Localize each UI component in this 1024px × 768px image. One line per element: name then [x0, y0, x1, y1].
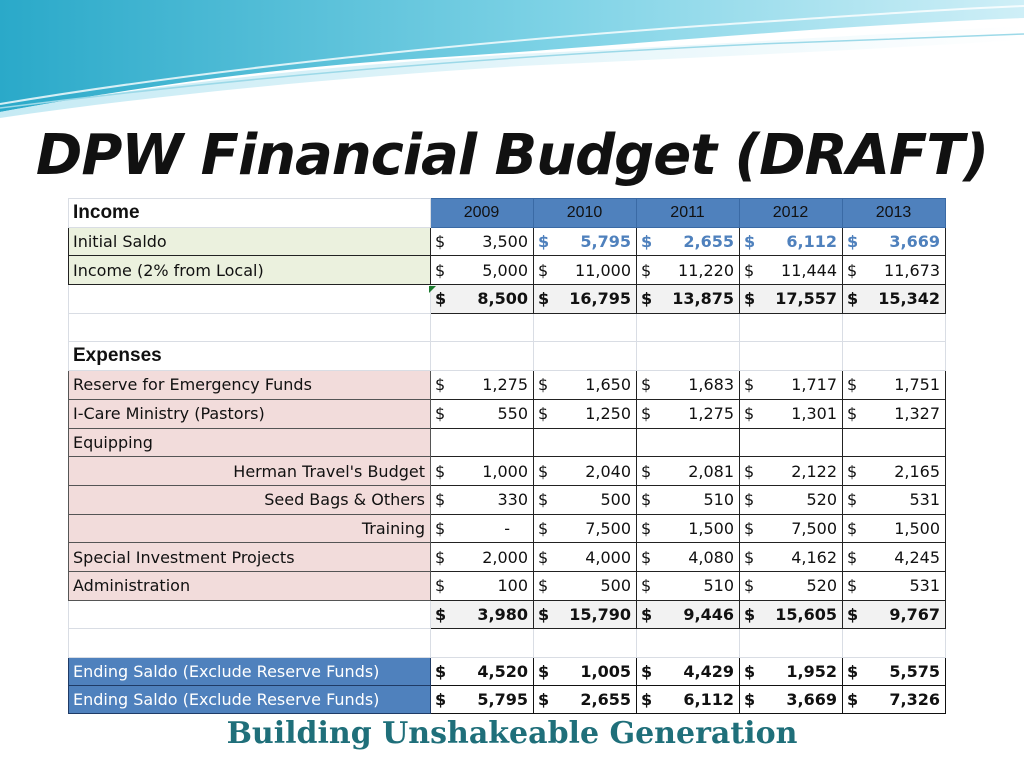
currency-symbol: $ [744, 404, 755, 424]
currency-symbol: $ [744, 518, 755, 538]
row-label: Reserve for Emergency Funds [69, 371, 431, 400]
currency-symbol: $ [744, 461, 755, 481]
amount-value: 1,275 [688, 404, 734, 424]
income-heading: Income [69, 199, 431, 228]
amount-value: 550 [497, 404, 528, 424]
amount-value: 2,000 [482, 547, 528, 567]
currency-symbol: $ [641, 404, 652, 424]
amount-value: 8,500 [477, 289, 528, 309]
amount-value: 11,444 [781, 260, 837, 280]
amount-value: 531 [909, 490, 940, 510]
spacer-row [69, 313, 946, 342]
amount-value: 520 [806, 490, 837, 510]
amount-cell [534, 514, 637, 543]
row-label: Initial Saldo [69, 227, 431, 256]
amount-value: 3,669 [786, 690, 837, 709]
amount-cell [534, 686, 637, 714]
currency-symbol: $ [744, 547, 755, 567]
amount-value: 13,875 [672, 289, 734, 309]
currency-symbol: $ [641, 461, 652, 481]
expenses-header-row [69, 342, 946, 371]
amount-value: 5,000 [482, 260, 528, 280]
amount-cell [637, 571, 740, 600]
amount-cell [431, 399, 534, 428]
currency-symbol: $ [641, 690, 653, 709]
amount-value: 1,275 [482, 375, 528, 395]
amount-value: 531 [909, 576, 940, 596]
amount-cell [534, 256, 637, 285]
total-cell [431, 285, 534, 314]
currency-symbol: $ [435, 260, 446, 280]
amount-value: 3,669 [889, 232, 940, 252]
amount-cell [431, 227, 534, 256]
currency-symbol: $ [435, 690, 447, 709]
amount-value: 4,080 [688, 547, 734, 567]
amount-cell [843, 514, 946, 543]
amount-cell [431, 457, 534, 486]
table-row [69, 399, 946, 428]
currency-symbol: $ [744, 289, 756, 309]
currency-symbol: $ [847, 518, 858, 538]
currency-symbol: $ [538, 490, 549, 510]
currency-symbol: $ [641, 260, 652, 280]
currency-symbol: $ [847, 232, 859, 252]
currency-symbol: $ [641, 289, 653, 309]
total-cell [431, 600, 534, 629]
currency-symbol: $ [847, 490, 858, 510]
amount-value: 1,301 [791, 404, 837, 424]
amount-cell [843, 371, 946, 400]
expenses-total-row [69, 600, 946, 629]
amount-value: 11,000 [575, 260, 631, 280]
amount-cell [431, 371, 534, 400]
currency-symbol: $ [847, 260, 858, 280]
amount-value: 11,220 [678, 260, 734, 280]
amount-value: 6,112 [786, 232, 837, 252]
amount-cell [740, 686, 843, 714]
table-row [69, 571, 946, 600]
amount-value: 4,429 [683, 662, 734, 681]
amount-value: 17,557 [775, 289, 837, 309]
amount-value: 3,500 [482, 232, 528, 252]
income-header-row [69, 199, 946, 228]
page-title: DPW Financial Budget (DRAFT) [35, 123, 989, 188]
currency-symbol: $ [538, 289, 550, 309]
currency-symbol: $ [744, 490, 755, 510]
amount-value: 1,005 [580, 662, 631, 681]
amount-value: 2,655 [580, 690, 631, 709]
amount-value: 2,040 [585, 461, 631, 481]
total-cell [843, 600, 946, 629]
currency-symbol: $ [847, 662, 859, 681]
amount-value: 500 [600, 490, 631, 510]
amount-cell [740, 256, 843, 285]
row-label: Special Investment Projects [69, 543, 431, 572]
currency-symbol: $ [435, 547, 446, 567]
header-wave-decoration [0, 0, 1024, 120]
cell-comment-marker [429, 286, 436, 293]
currency-symbol: $ [847, 547, 858, 567]
currency-symbol: $ [744, 604, 756, 624]
currency-symbol: $ [641, 232, 653, 252]
currency-symbol: $ [538, 461, 549, 481]
amount-value: 1,650 [585, 375, 631, 395]
amount-cell [740, 399, 843, 428]
amount-value: 510 [703, 576, 734, 596]
total-cell [534, 600, 637, 629]
table-row [69, 227, 946, 256]
amount-value: 5,795 [580, 232, 631, 252]
amount-cell [534, 399, 637, 428]
amount-value: 1,000 [482, 461, 528, 481]
currency-symbol: $ [538, 232, 550, 252]
amount-value: 6,112 [683, 690, 734, 709]
amount-cell [534, 571, 637, 600]
row-label: Ending Saldo (Exclude Reserve Funds) [69, 658, 431, 686]
amount-value: 1,500 [688, 518, 734, 538]
row-label: Training [69, 514, 431, 543]
currency-symbol: $ [847, 461, 858, 481]
income-total-row [69, 285, 946, 314]
currency-symbol: $ [435, 576, 446, 596]
currency-symbol: $ [641, 662, 653, 681]
currency-symbol: $ [847, 576, 858, 596]
currency-symbol: $ [435, 289, 447, 309]
amount-cell [740, 371, 843, 400]
table-row [69, 457, 946, 486]
amount-value: 1,327 [894, 404, 940, 424]
empty-cell [69, 285, 431, 314]
amount-cell [431, 686, 534, 714]
table-row [69, 514, 946, 543]
amount-value: 2,122 [791, 461, 837, 481]
amount-cell [534, 485, 637, 514]
table-row [69, 485, 946, 514]
amount-cell [843, 399, 946, 428]
amount-value: 15,790 [569, 604, 631, 624]
amount-cell [534, 457, 637, 486]
amount-value: 4,520 [477, 662, 528, 681]
currency-symbol: $ [435, 232, 446, 252]
amount-value: 510 [703, 490, 734, 510]
ending-row [69, 686, 946, 714]
total-cell [843, 285, 946, 314]
amount-cell [431, 485, 534, 514]
currency-symbol: $ [641, 490, 652, 510]
amount-value: 5,795 [477, 690, 528, 709]
currency-symbol: $ [435, 404, 446, 424]
amount-cell [637, 399, 740, 428]
year-header: 2009 [431, 199, 534, 228]
amount-cell [843, 256, 946, 285]
row-label: Income (2% from Local) [69, 256, 431, 285]
currency-symbol: $ [744, 576, 755, 596]
amount-value: 7,500 [585, 518, 631, 538]
amount-cell [637, 485, 740, 514]
amount-value: - [504, 518, 510, 538]
currency-symbol: $ [641, 547, 652, 567]
amount-value: 9,767 [889, 604, 940, 624]
amount-cell [637, 227, 740, 256]
amount-cell [740, 571, 843, 600]
total-cell [637, 600, 740, 629]
expenses-heading: Expenses [69, 342, 431, 371]
row-label: Equipping [69, 428, 431, 457]
amount-value: 1,717 [791, 375, 837, 395]
amount-cell [740, 457, 843, 486]
table-row [69, 428, 946, 457]
amount-value: 11,673 [884, 260, 940, 280]
total-cell [534, 285, 637, 314]
currency-symbol: $ [538, 690, 550, 709]
year-header: 2010 [534, 199, 637, 228]
amount-value: 500 [600, 576, 631, 596]
amount-cell [431, 256, 534, 285]
currency-symbol: $ [538, 547, 549, 567]
ending-row [69, 658, 946, 686]
amount-cell [637, 686, 740, 714]
amount-cell [637, 457, 740, 486]
amount-cell [740, 658, 843, 686]
currency-symbol: $ [641, 604, 653, 624]
year-header: 2011 [637, 199, 740, 228]
currency-symbol: $ [847, 690, 859, 709]
amount-cell [843, 686, 946, 714]
amount-cell [431, 543, 534, 572]
amount-value: 15,605 [775, 604, 837, 624]
row-label: Seed Bags & Others [69, 485, 431, 514]
amount-value: 1,250 [585, 404, 631, 424]
amount-value: 1,952 [786, 662, 837, 681]
currency-symbol: $ [744, 690, 756, 709]
amount-cell [637, 371, 740, 400]
amount-value: 330 [497, 490, 528, 510]
total-cell [637, 285, 740, 314]
table-row [69, 371, 946, 400]
amount-value: 16,795 [569, 289, 631, 309]
amount-cell [431, 658, 534, 686]
amount-cell [534, 658, 637, 686]
currency-symbol: $ [538, 662, 550, 681]
amount-cell [843, 457, 946, 486]
amount-cell [740, 543, 843, 572]
row-label: Administration [69, 571, 431, 600]
spacer-row [69, 629, 946, 658]
amount-value: 100 [497, 576, 528, 596]
amount-cell [637, 514, 740, 543]
currency-symbol: $ [538, 375, 549, 395]
amount-value: 7,326 [889, 690, 940, 709]
currency-symbol: $ [744, 375, 755, 395]
footer-tagline: Building Unshakeable Generation [226, 716, 798, 751]
amount-value: 1,751 [894, 375, 940, 395]
row-label: Ending Saldo (Exclude Reserve Funds) [69, 686, 431, 714]
row-label: I-Care Ministry (Pastors) [69, 399, 431, 428]
amount-value: 9,446 [683, 604, 734, 624]
currency-symbol: $ [744, 232, 756, 252]
currency-symbol: $ [744, 662, 756, 681]
amount-cell [534, 371, 637, 400]
currency-symbol: $ [435, 375, 446, 395]
amount-cell [431, 571, 534, 600]
amount-value: 4,245 [894, 547, 940, 567]
currency-symbol: $ [538, 604, 550, 624]
currency-symbol: $ [641, 576, 652, 596]
currency-symbol: $ [847, 289, 859, 309]
currency-symbol: $ [435, 662, 447, 681]
amount-cell [534, 543, 637, 572]
amount-cell [637, 543, 740, 572]
amount-cell [843, 543, 946, 572]
currency-symbol: $ [641, 518, 652, 538]
amount-value: 520 [806, 576, 837, 596]
amount-value: 7,500 [791, 518, 837, 538]
table-row [69, 543, 946, 572]
currency-symbol: $ [538, 260, 549, 280]
currency-symbol: $ [435, 604, 447, 624]
currency-symbol: $ [435, 518, 446, 538]
budget-table [68, 198, 946, 714]
amount-value: 2,081 [688, 461, 734, 481]
amount-value: 4,000 [585, 547, 631, 567]
currency-symbol: $ [847, 375, 858, 395]
amount-cell [740, 227, 843, 256]
amount-cell [431, 514, 534, 543]
row-label: Herman Travel's Budget [69, 457, 431, 486]
amount-value: 5,575 [889, 662, 940, 681]
currency-symbol: $ [435, 490, 446, 510]
amount-cell [740, 514, 843, 543]
total-cell [740, 600, 843, 629]
amount-value: 1,500 [894, 518, 940, 538]
table-row [69, 256, 946, 285]
year-header: 2013 [843, 199, 946, 228]
currency-symbol: $ [744, 260, 755, 280]
amount-cell [740, 485, 843, 514]
amount-value: 15,342 [878, 289, 940, 309]
currency-symbol: $ [847, 404, 858, 424]
amount-cell [843, 485, 946, 514]
amount-value: 2,165 [894, 461, 940, 481]
amount-cell [843, 658, 946, 686]
currency-symbol: $ [538, 404, 549, 424]
total-cell [740, 285, 843, 314]
amount-value: 3,980 [477, 604, 528, 624]
currency-symbol: $ [538, 518, 549, 538]
currency-symbol: $ [435, 461, 446, 481]
amount-value: 2,655 [683, 232, 734, 252]
amount-cell [843, 227, 946, 256]
amount-cell [534, 227, 637, 256]
amount-value: 4,162 [791, 547, 837, 567]
amount-value: 1,683 [688, 375, 734, 395]
currency-symbol: $ [847, 604, 859, 624]
empty-cell [69, 600, 431, 629]
currency-symbol: $ [641, 375, 652, 395]
currency-symbol: $ [538, 576, 549, 596]
amount-cell [843, 571, 946, 600]
amount-cell [637, 256, 740, 285]
year-header: 2012 [740, 199, 843, 228]
amount-cell [637, 658, 740, 686]
